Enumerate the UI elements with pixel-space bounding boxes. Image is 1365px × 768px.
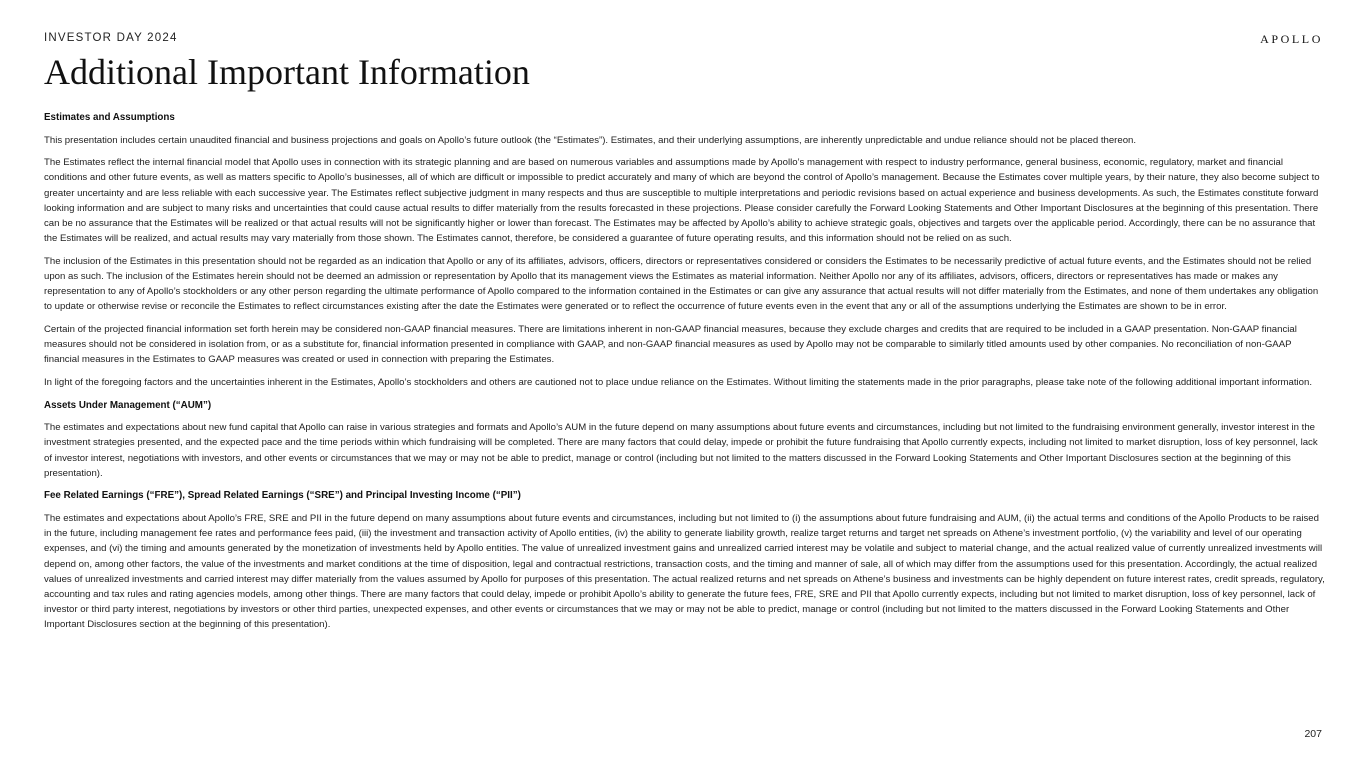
disclosure-body [44,110,1326,640]
page-number: 207 [1304,728,1322,740]
page-title: Additional Important Information [44,52,530,92]
paragraph: Certain of the projected financial information set forth herein may be considered non-GAAP financial measures. There are limitations inherent in non-GAAP financial measures, because they exclude charges and credits that are required to be included in a GAAP presentation. Non-GAAP financial measures should not be considered in isolation from, or as a substitute for, financial information presented in compliance with GAAP, and non-GAAP financial measures as used by Apollo may not be comparable to similarly titled amounts used by other companies. No reconciliation of non-GAAP financial measures in the Estimates to GAAP measures was created or used in connection with preparing the Estimates. [44,324,1297,366]
event-label: INVESTOR DAY 2024 [44,32,178,44]
section-heading-estimates: Estimates and Assumptions [44,112,175,123]
section-heading-aum: Assets Under Management (“AUM”) [44,399,212,411]
apollo-logo: APOLLO [1260,32,1323,46]
paragraph: The estimates and expectations about Apollo’s FRE, SRE and PII in the future depend on many assumptions about future events and circumstances, including but not limited to (i) the assumptions about future fundraising and AUM, (ii) the actual terms and conditions of the Apollo Products to be raised in the future, including management fee rates and performance fees paid, (iii) the investment and transaction activity of Apollo entities, (iv) the ability to generate liability growth, realize target returns and target net spreads on Athene’s investment portfolio, (v) the variability and level of our operating expenses, and (vi) the timing and amounts generated by the monetization of investments held by Apollo entities. The value of unrealized investment gains and unrealized carried interest may be volatile and subject to material change, and the actual realized value of currently unrealized investments will depend on, among other factors, the value of the investments and market conditions at the time of disposition, legal and contractual restrictions, transaction costs, and the timing and manner of sale, all of which may differ from the assumptions used for this presentation. Accordingly, the actual realized values of unrealized investments and carried interest may differ materially from the values assumed by Apollo for purposes of this presentation. The actual realized returns and net spreads on Athene’s business and investments can be highly dependent on future interest rates, credit spreads, regulatory, accounting and tax rules and rating agencies models, among other things. There are many factors that could delay, impede or prohibit Apollo’s ability to generate the future fees, FRE, SRE and PII that Apollo currently expects, including but not limited to market disruption, loss of key personnel, lack of investor or third party interest, negotiations by investors or other third parties, unexpected expenses, and other events or circumstances that we may or may not be able to predict, manage or control (including but not limited to the matters discussed in the Forward Looking Statements and Other Important Disclosures section at the beginning of this presentation). [44,512,1325,631]
paragraph: The estimates and expectations about new fund capital that Apollo can raise in various strategies and formats and Apollo’s AUM in the future depend on many assumptions about future events and circumstances, including but not limited to the fundraising environment generally, investor interest in the investment strategies presented, and the expected pace and the time periods within which fundraising will be completed. There are many factors that could delay, impede or prohibit the future fundraising that Apollo currently expects, including not limited to market disruption, loss of key personnel, lack of investor interest, negotiations with investors, and other events or circumstances that we may or may not be able to predict, manage or control (including but not limited to the matters discussed in the Forward Looking Statements and Other Important Disclosures section at the beginning of this presentation). [44,422,1318,479]
paragraph: The Estimates reflect the internal financial model that Apollo uses in connection with its strategic planning and are based on numerous variables and assumptions made by Apollo’s management with respect to industry performance, general business, economic, regulatory, market and financial conditions and other future events, as well as matters specific to Apollo’s businesses, all of which are difficult or impossible to predict accurately and many of which are beyond the control of Apollo’s management. Because the Estimates cover multiple years, by their nature, they also become subject to greater uncertainty and are less reliable with each successive year. The Estimates reflect subjective judgment in many respects and thus are susceptible to multiple interpretations and periodic revisions based on actual experience and business developments. As such, the Estimates constitute forward looking information and are subject to many risks and uncertainties that could cause actual results to differ materially from the results forecasted in these projections. Please consider carefully the Forward Looking Statements and Other Important Disclosures at the beginning of this presentation. There can be no assurance that the Estimates will be realized or that actual results will not be significantly higher or lower than forecast. The Estimates may be affected by Apollo’s ability to achieve strategic goals, objectives and targets over the applicable period. Accordingly, there can be no assurance that the Estimates will be realized, and actual results may vary materially from those shown. The Estimates cannot, therefore, be considered a guarantee of future operating results, and this information should not be relied on as such. [44,157,1320,245]
paragraph: In light of the foregoing factors and the uncertainties inherent in the Estimates, Apollo’s stockholders and others are cautioned not to place undue reliance on the Estimates. Without limiting the statements made in the prior paragraphs, please take note of the following additional important information. [44,377,1313,388]
section-heading-fre: Fee Related Earnings (“FRE”), Spread Related Earnings (“SRE”) and Principal Investing Income (“PII”) [44,490,521,502]
paragraph: The inclusion of the Estimates in this presentation should not be regarded as an indication that Apollo or any of its affiliates, advisors, officers, directors or representatives considered or considers the Estimates to be necessarily predictive of actual future events, and the Estimates should not be relied upon as such. The inclusion of the Estimates herein should not be deemed an admission or representation by Apollo that its management views the Estimates as material information. Neither Apollo nor any of its affiliates, advisors, officers, directors or representatives has made or makes any representation to any of Apollo’s stockholders or any other person regarding the ultimate performance of Apollo compared to the information contained in the Estimates or can give any assurance that actual results will not differ materially from the Estimates, and none of them undertakes any obligation to update or otherwise revise or reconcile the Estimates to reflect circumstances existing after the date the Estimates were generated or to reflect the occurrence of future events even in the event that any or all of the assumptions underlying the Estimates are shown to be in error. [44,255,1319,313]
paragraph: This presentation includes certain unaudited financial and business projections and goals on Apollo’s future outlook (the “Estimates”). Estimates, and their underlying assumptions, are inherently unpredictable and undue reliance should not be placed thereon. [44,134,1137,146]
